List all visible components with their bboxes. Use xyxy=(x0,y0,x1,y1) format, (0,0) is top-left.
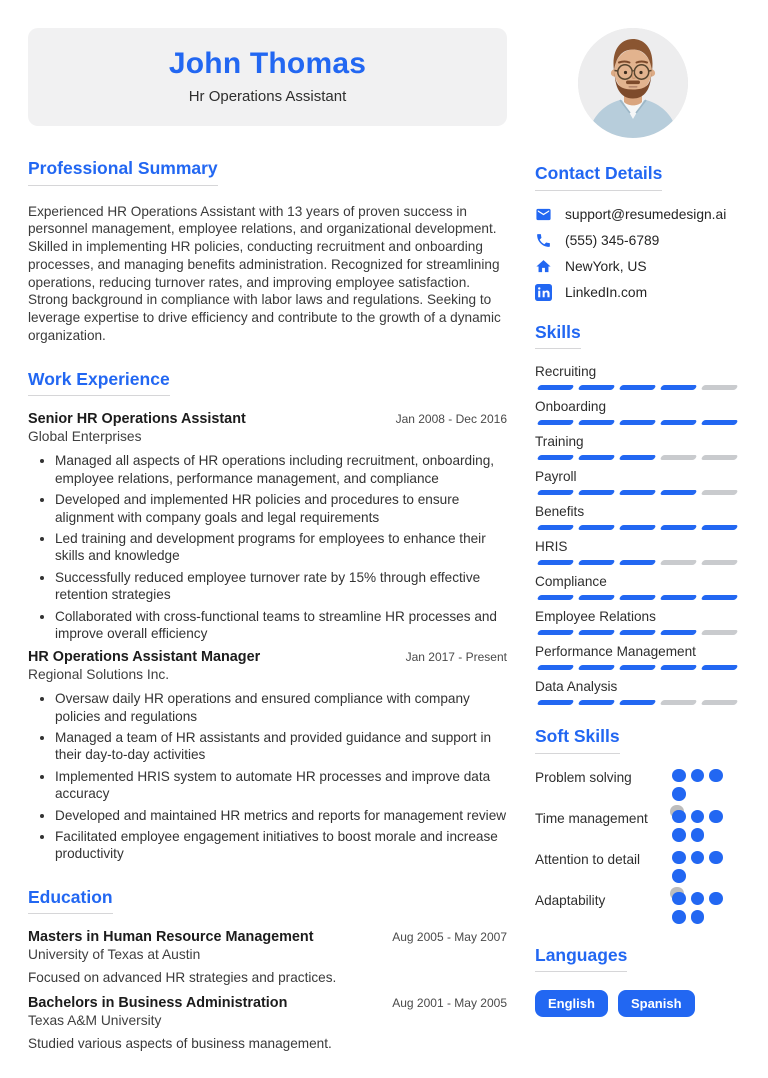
skill-label: Benefits xyxy=(535,504,585,519)
education-section xyxy=(28,886,507,1052)
skill-bar-segment xyxy=(578,560,616,565)
skill-row xyxy=(535,644,740,670)
skill-bar xyxy=(535,420,740,425)
contact-section xyxy=(535,165,740,301)
rating-dot xyxy=(691,851,705,865)
skill-bar-segment xyxy=(701,385,739,390)
skill-label: Compliance xyxy=(535,574,607,589)
skill-label: Recruiting xyxy=(535,364,597,379)
soft-skill-row xyxy=(535,810,740,842)
skills-heading: Skills xyxy=(535,324,581,350)
job-entry-header xyxy=(28,411,507,427)
entry-subtitle: Global Enterprises xyxy=(28,429,142,445)
entry-dates: Aug 2001 - May 2005 xyxy=(392,996,507,1011)
skill-row xyxy=(535,504,740,530)
summary-section xyxy=(28,160,507,345)
contact-item xyxy=(535,232,740,249)
soft-skill-dots xyxy=(672,769,740,801)
rating-dot xyxy=(672,810,686,824)
contact-text: (555) 345-6789 xyxy=(565,232,660,248)
skill-bar-segment xyxy=(619,595,657,600)
skill-bar-segment xyxy=(578,595,616,600)
job-bullet: • Collaborated with cross-functional teams to streamline HR processes and improve overall efficiency xyxy=(55,608,507,643)
rating-dot xyxy=(691,892,705,906)
skill-bar-segment xyxy=(578,420,616,425)
soft-skill-label: Adaptability xyxy=(535,892,606,908)
skill-bar-segment xyxy=(537,595,575,600)
contact-list xyxy=(535,206,740,301)
job-bullet: • Oversaw daily HR operations and ensured compliance with company policies and regulations xyxy=(55,690,507,725)
skill-label: Performance Management xyxy=(535,644,696,659)
skill-bar-segment xyxy=(660,525,698,530)
skill-bar-segment xyxy=(619,490,657,495)
rating-dot xyxy=(691,910,705,924)
education-entry-header xyxy=(28,929,507,945)
skill-bar-segment xyxy=(660,560,698,565)
education-description: Studied various aspects of business management. xyxy=(28,1036,332,1052)
skill-bar-segment xyxy=(619,700,657,705)
entry-title: HR Operations Assistant Manager xyxy=(28,649,261,666)
skill-row xyxy=(535,609,740,635)
skill-bar xyxy=(535,700,740,705)
education-heading: Education xyxy=(28,889,113,915)
skill-bar-segment xyxy=(701,490,739,495)
entry-title: Senior HR Operations Assistant xyxy=(28,411,246,428)
skill-bar-segment xyxy=(537,490,575,495)
soft-skill-label: Attention to detail xyxy=(535,851,641,867)
soft-skill-row xyxy=(535,851,740,883)
person-job-title: Hr Operations Assistant xyxy=(188,88,347,105)
job-entry-header xyxy=(28,649,507,665)
rating-dot xyxy=(672,787,686,801)
skill-bar-segment xyxy=(619,560,657,565)
education-entry-header xyxy=(28,995,507,1011)
skill-bar-segment xyxy=(701,630,739,635)
contact-item xyxy=(535,206,740,223)
linkedin-icon xyxy=(535,284,552,301)
skill-bar-segment xyxy=(537,525,575,530)
right-column xyxy=(535,28,740,1078)
soft-skills-heading: Soft Skills xyxy=(535,728,620,754)
job-bullet: • Developed and maintained HR metrics and reports for management review xyxy=(55,807,507,824)
rating-dot xyxy=(672,869,686,883)
soft-skills-section xyxy=(535,728,740,924)
phone-icon xyxy=(535,232,552,249)
skill-bar-segment xyxy=(578,700,616,705)
skill-bar-segment xyxy=(660,630,698,635)
skill-bar-segment xyxy=(619,455,657,460)
rating-dot xyxy=(709,892,723,906)
skill-bar-segment xyxy=(660,455,698,460)
entry-title: Bachelors in Business Administration xyxy=(28,995,288,1012)
skill-bar-segment xyxy=(578,490,616,495)
languages-heading: Languages xyxy=(535,947,627,973)
skill-bar-segment xyxy=(537,385,575,390)
skill-bar-segment xyxy=(660,385,698,390)
skill-label: Payroll xyxy=(535,469,577,484)
entry-dates: Jan 2008 - Dec 2016 xyxy=(395,412,507,427)
education-entry xyxy=(28,929,507,985)
skill-bar-segment xyxy=(537,700,575,705)
job-bullet: • Successfully reduced employee turnover rate by 15% through effective retention strategies xyxy=(55,569,507,604)
job-list xyxy=(28,411,507,862)
skill-bar-segment xyxy=(537,420,575,425)
rating-dot xyxy=(672,892,686,906)
soft-skill-row xyxy=(535,892,740,924)
skills-list xyxy=(535,364,740,705)
education-entry xyxy=(28,995,507,1051)
rating-dot xyxy=(672,851,686,865)
skill-bar-segment xyxy=(619,665,657,670)
summary-heading: Professional Summary xyxy=(28,160,218,186)
contact-text: LinkedIn.com xyxy=(565,284,648,300)
rating-dot xyxy=(709,769,723,783)
skill-bar-segment xyxy=(701,525,739,530)
contact-heading: Contact Details xyxy=(535,165,662,191)
soft-skill-label: Problem solving xyxy=(535,769,632,785)
job-bullet: • Developed and implemented HR policies and procedures to ensure alignment with company goals and legal requirements xyxy=(55,491,507,526)
rating-dot xyxy=(691,810,705,824)
skill-bar xyxy=(535,385,740,390)
skill-bar-segment xyxy=(660,490,698,495)
skill-bar xyxy=(535,630,740,635)
soft-skills-list xyxy=(535,769,740,924)
skill-row xyxy=(535,434,740,460)
skill-bar-segment xyxy=(701,595,739,600)
skill-row xyxy=(535,539,740,565)
skill-bar-segment xyxy=(701,560,739,565)
skill-bar-segment xyxy=(578,525,616,530)
soft-skill-label: Time management xyxy=(535,810,648,826)
skill-bar xyxy=(535,525,740,530)
skill-bar xyxy=(535,560,740,565)
skill-bar-segment xyxy=(619,525,657,530)
soft-skill-dots xyxy=(672,810,740,842)
rating-dot xyxy=(691,769,705,783)
skill-bar-segment xyxy=(578,630,616,635)
skill-label: Training xyxy=(535,434,584,449)
skill-label: Onboarding xyxy=(535,399,607,414)
language-pill: English xyxy=(535,990,608,1017)
person-name: John Thomas xyxy=(168,47,367,80)
contact-text: support@resumedesign.ai xyxy=(565,206,727,222)
entry-subtitle: Regional Solutions Inc. xyxy=(28,667,170,683)
skill-bar-segment xyxy=(701,455,739,460)
email-icon xyxy=(535,206,552,223)
skill-row xyxy=(535,399,740,425)
rating-dot xyxy=(672,828,686,842)
summary-text: Experienced HR Operations Assistant with 13 years of proven success in personnel management, employee relations, and organizational development. Skilled in implementing HR policies, conducting recruitment and onboarding processes, and managing benefits administration. Recognized for streamlining operations, reducing turnover rates, and improving employee satisfaction. Strong background in compliance with labor laws and regulations. Seeking to leverage expertise to drive efficiency and contribute to the growth of a dynamic organization. xyxy=(28,203,501,344)
skill-bar-segment xyxy=(619,385,657,390)
skill-bar-segment xyxy=(660,595,698,600)
rating-dot xyxy=(672,769,686,783)
language-pill: Spanish xyxy=(618,990,695,1017)
skill-bar-segment xyxy=(619,630,657,635)
contact-text: NewYork, US xyxy=(565,258,647,274)
entry-title: Masters in Human Resource Management xyxy=(28,929,314,946)
job-bullet: • Facilitated employee engagement initiatives to boost morale and increase productivity xyxy=(55,828,507,863)
skill-bar-segment xyxy=(660,665,698,670)
skill-bar-segment xyxy=(537,665,575,670)
contact-item xyxy=(535,258,740,275)
education-description: Focused on advanced HR strategies and practices. xyxy=(28,970,337,986)
skill-bar xyxy=(535,595,740,600)
job-bullet: • Led training and development programs for employees to enhance their skills and knowledge xyxy=(55,530,507,565)
job-bullets xyxy=(28,452,507,642)
home-icon xyxy=(535,258,552,275)
profile-photo xyxy=(578,28,688,138)
job-bullet: • Managed a team of HR assistants and provided guidance and support in their day-to-day activities xyxy=(55,729,507,764)
skill-bar-segment xyxy=(578,385,616,390)
contact-item xyxy=(535,284,740,301)
skill-bar xyxy=(535,665,740,670)
entry-dates: Aug 2005 - May 2007 xyxy=(392,930,507,945)
work-experience-heading: Work Experience xyxy=(28,371,170,397)
work-experience-section xyxy=(28,368,507,863)
skill-bar-segment xyxy=(578,455,616,460)
skill-bar-segment xyxy=(701,700,739,705)
skill-bar-segment xyxy=(537,560,575,565)
soft-skill-row xyxy=(535,769,740,801)
job-entry xyxy=(28,649,507,863)
rating-dot xyxy=(691,828,705,842)
skill-bar xyxy=(535,455,740,460)
skill-bar-segment xyxy=(537,455,575,460)
job-entry xyxy=(28,411,507,642)
skills-section xyxy=(535,321,740,706)
skill-label: HRIS xyxy=(535,539,568,554)
skill-label: Employee Relations xyxy=(535,609,656,624)
profile-photo-wrap xyxy=(535,28,740,138)
skill-bar-segment xyxy=(619,420,657,425)
skill-row xyxy=(535,574,740,600)
skill-bar-segment xyxy=(537,630,575,635)
skill-row xyxy=(535,679,740,705)
skill-bar-segment xyxy=(660,700,698,705)
skill-bar-segment xyxy=(701,420,739,425)
skill-row xyxy=(535,469,740,495)
skill-label: Data Analysis xyxy=(535,679,618,694)
skill-bar xyxy=(535,490,740,495)
header-card xyxy=(28,28,507,126)
skill-bar-segment xyxy=(660,420,698,425)
soft-skill-dots xyxy=(672,851,740,883)
left-column xyxy=(28,28,507,1078)
job-bullet: • Implemented HRIS system to automate HR processes and improve data accuracy xyxy=(55,768,507,803)
entry-dates: Jan 2017 - Present xyxy=(405,650,507,665)
skill-row xyxy=(535,364,740,390)
rating-dot xyxy=(672,910,686,924)
education-list xyxy=(28,929,507,1051)
rating-dot xyxy=(709,851,723,865)
languages-list xyxy=(535,990,740,1017)
job-bullet: • Managed all aspects of HR operations including recruitment, onboarding, employee relations, performance management, and compliance xyxy=(55,452,507,487)
rating-dot xyxy=(709,810,723,824)
job-bullets xyxy=(28,690,507,863)
entry-subtitle: University of Texas at Austin xyxy=(28,947,201,963)
soft-skill-dots xyxy=(672,892,740,924)
skill-bar-segment xyxy=(701,665,739,670)
languages-section xyxy=(535,944,740,1018)
skill-bar-segment xyxy=(578,665,616,670)
entry-subtitle: Texas A&M University xyxy=(28,1013,162,1029)
